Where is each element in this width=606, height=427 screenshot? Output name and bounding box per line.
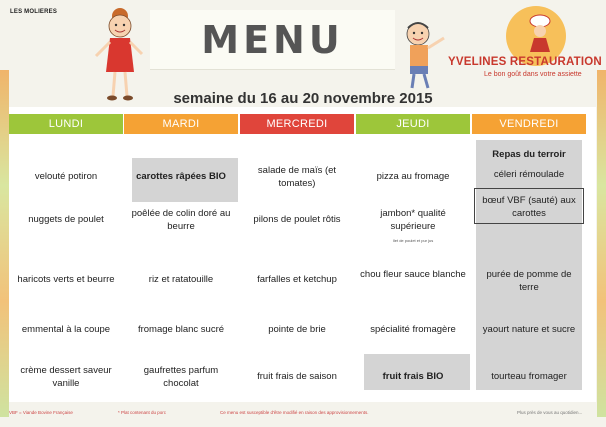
day-column-vendredi [472, 114, 586, 395]
brand-name: YVELINES RESTAURATION [448, 56, 602, 68]
dish-item: yaourt nature et sucre [482, 324, 576, 335]
dish-item: fromage blanc sucré [137, 324, 225, 335]
dish-item: crème dessert saveur vanille [20, 365, 112, 389]
cartoon-boy-illustration [398, 20, 450, 92]
chef-icon [518, 12, 562, 56]
footer-vbf: VBF = Viande Bovine Française [9, 410, 73, 415]
day-header: MARDI [124, 114, 238, 134]
dish-item: carottes râpées BIO [136, 171, 226, 182]
week-heading: semaine du 16 au 20 novembre 2015 [173, 90, 433, 107]
day-column-mercredi [240, 114, 354, 395]
left-border-decoration [0, 70, 9, 417]
dish-item: pizza au fromage [376, 171, 450, 182]
footer-pork: * Plat contenant du porc [118, 410, 167, 415]
dish-item: Repas du terroir [492, 149, 566, 160]
menu-title: MENU [201, 18, 344, 62]
day-header: JEUDI [356, 114, 470, 134]
dish-item: velouté potiron [34, 171, 98, 182]
day-header: VENDREDI [472, 114, 586, 134]
dish-item: farfalles et ketchup [257, 274, 337, 285]
day-column-mardi [124, 114, 238, 395]
dish-item: haricots verts et beurre [17, 274, 115, 285]
dish-item: bœuf VBF (sauté) aux carottes [482, 195, 576, 219]
dish-item: poêlée de colin doré au beurre [131, 208, 231, 232]
dish-item: pointe de brie [268, 324, 326, 335]
footer-quality: Plus près de vous au quotidien... [517, 410, 583, 415]
dish-item: emmental à la coupe [21, 324, 111, 335]
dish-item: jambon* qualité supérieure [380, 208, 446, 232]
dish-item: salade de maïs (et tomates) [257, 165, 337, 189]
cartoon-girl-illustration [88, 4, 148, 104]
day-header: LUNDI [9, 114, 123, 134]
dish-item: chou fleur sauce blanche [360, 269, 466, 280]
day-header: MERCREDI [240, 114, 354, 134]
dish-item: fruit frais de saison [257, 371, 337, 382]
day-column-jeudi [356, 114, 470, 395]
footer-notice: Ce menu est susceptible d'être modifié en raison des approvisionnements. [220, 410, 369, 415]
dish-item: gaufrettes parfum chocolat [143, 365, 219, 389]
day-column-lundi [9, 114, 123, 395]
dish-item: riz et ratatouille [148, 274, 214, 285]
brand-tagline: Le bon goût dans votre assiette [484, 71, 582, 78]
right-border-decoration [597, 70, 606, 417]
dish-item: spécialité fromagère [370, 324, 456, 335]
dish-item: fruit frais BIO [382, 371, 444, 382]
dish-note: Ilet de poulet et pur jus [392, 238, 434, 243]
dish-item: purée de pomme de terre [486, 269, 572, 293]
brand-logo [448, 6, 603, 82]
dish-item: pilons de poulet rôtis [253, 214, 341, 225]
dish-item: céleri rémoulade [493, 169, 565, 180]
school-name: LES MOLIERES [10, 9, 58, 15]
dish-item: nuggets de poulet [28, 214, 104, 225]
menu-board [150, 10, 395, 70]
dish-item: tourteau fromager [491, 371, 567, 382]
